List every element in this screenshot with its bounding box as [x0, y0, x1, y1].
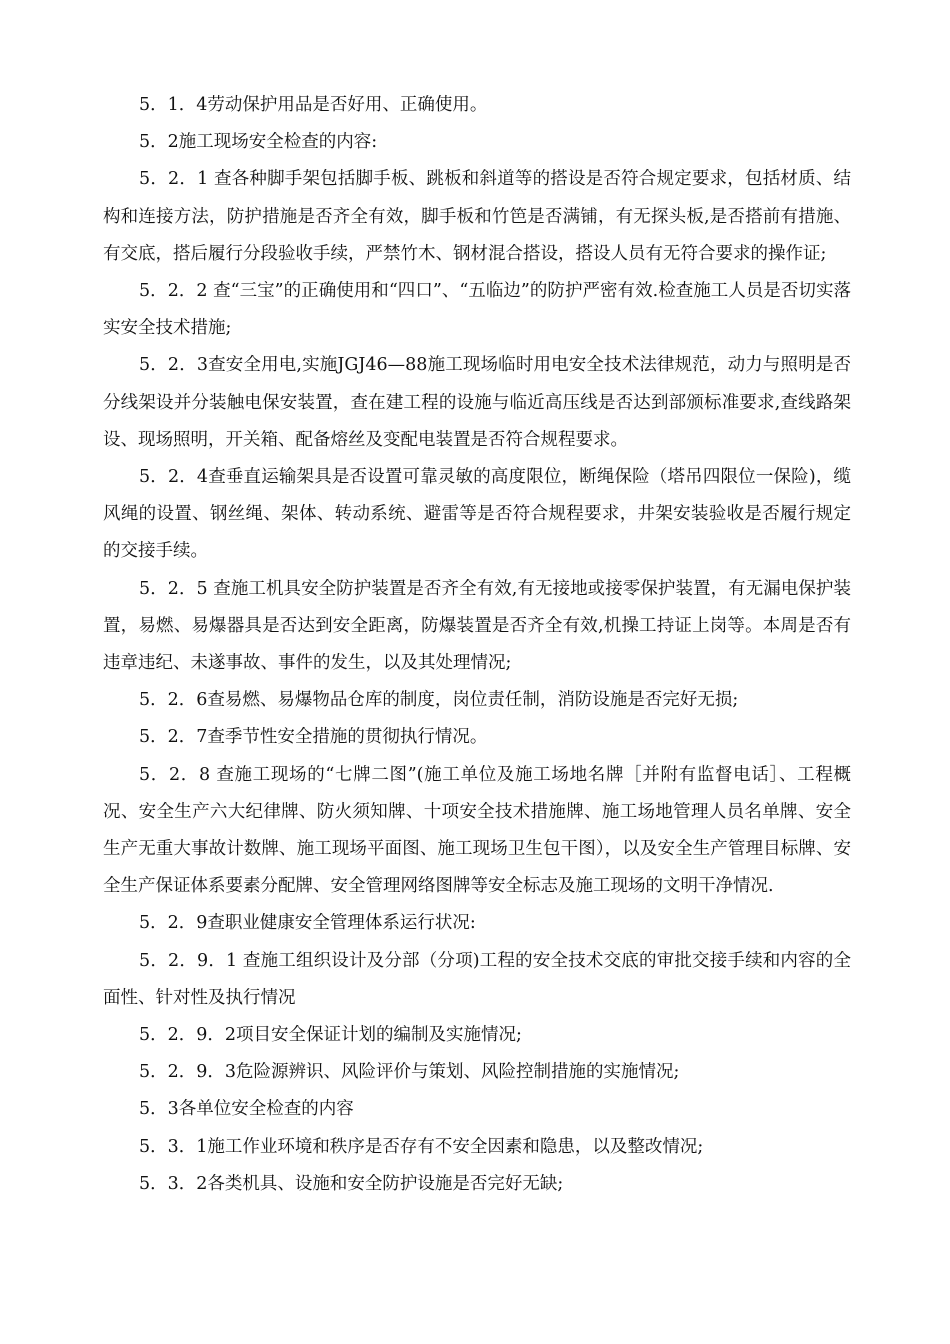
paragraph-5-3-2: 5．3．2各类机具、设施和安全防护设施是否完好无缺; [139, 1173, 564, 1194]
paragraph-5-2-9-1: 5．2．9．1 查施工组织设计及分部（分项)工程的安全技术交底的审批交接手续和内容的全面性、针对性及执行情况 [103, 950, 851, 1008]
paragraph-5-2-4: 5．2．4查垂直运输架具是否设置可靠灵敏的高度限位，断绳保险（塔吊四限位一保险)，缆风绳的设置、钢丝绳、架体、转动系统、避雷等是否符合规程要求，井架安装验收是否履行规定的交接手续。 [103, 467, 851, 562]
paragraph-5-2-1: 5．2．1 查各种脚手架包括脚手板、跳板和斜道等的搭设是否符合规定要求，包括材质、结构和连接方法，防护措施是否齐全有效，脚手板和竹笆是否满铺，有无探头板,是否搭前有措施、有交底，搭后履行分段验收手续，严禁竹木、钢材混合搭设，搭设人员有无符合要求的操作证; [103, 169, 851, 264]
paragraph-5-2-9-3: 5．2．9．3危险源辨识、风险评价与策划、风险控制措施的实施情况; [139, 1062, 680, 1083]
document-body [103, 87, 851, 1203]
paragraph-5-2-7: 5．2．7查季节性安全措施的贯彻执行情况。 [139, 727, 488, 748]
paragraph-5-2-6: 5．2．6查易燃、易爆物品仓库的制度，岗位责任制，消防设施是否完好无损; [139, 690, 739, 711]
paragraph-5-2-3: 5．2．3查安全用电,实施JGJ46—88施工现场临时用电安全技术法律规范，动力与照明是否分线架设并分装触电保安装置，查在建工程的设施与临近高压线是否达到部颁标准要求,查线路架设、现场照明，开关箱、配备熔丝及变配电装置是否符合规程要求。 [103, 355, 851, 450]
paragraph-5-2: 5．2施工现场安全检查的内容: [139, 132, 378, 153]
paragraph-5-2-9: 5．2．9查职业健康安全管理体系运行状况: [139, 913, 476, 934]
paragraph-5-2-8: 5．2．8 查施工现场的“七牌二图”(施工单位及施工场地名牌［并附有监督电话］、工程概况、安全生产六大纪律牌、防火须知牌、十项安全技术措施牌、施工场地管理人员名单牌、安全生产无重大事故计数牌、施工现场平面图、施工现场卫生包干图），以及安全生产管理目标牌、安全生产保证体系要素分配牌、安全管理网络图牌等安全标志及施工现场的文明干净情况. [103, 764, 851, 897]
paragraph-5-1-4: 5．1．4劳动保护用品是否好用、正确使用。 [139, 95, 488, 115]
paragraph-5-2-2: 5．2．2 查“三宝”的正确使用和“四口”、“五临边”的防护严密有效.检查施工人员是否切实落实安全技术措施; [103, 281, 851, 339]
paragraph-5-2-5: 5．2．5 查施工机具安全防护装置是否齐全有效,有无接地或接零保护装置，有无漏电保护装置，易燃、易爆器具是否达到安全距离，防爆装置是否齐全有效,机操工持证上岗等。本周是否有违章违纪、未遂事故、事件的发生，以及其处理情况; [103, 578, 851, 674]
paragraph-5-3: 5．3各单位安全检查的内容 [139, 1099, 354, 1120]
paragraph-5-2-9-2: 5．2．9．2项目安全保证计划的编制及实施情况; [139, 1025, 522, 1046]
paragraph-5-3-1: 5．3．1施工作业环境和秩序是否存有不安全因素和隐患，以及整改情况; [139, 1136, 704, 1157]
